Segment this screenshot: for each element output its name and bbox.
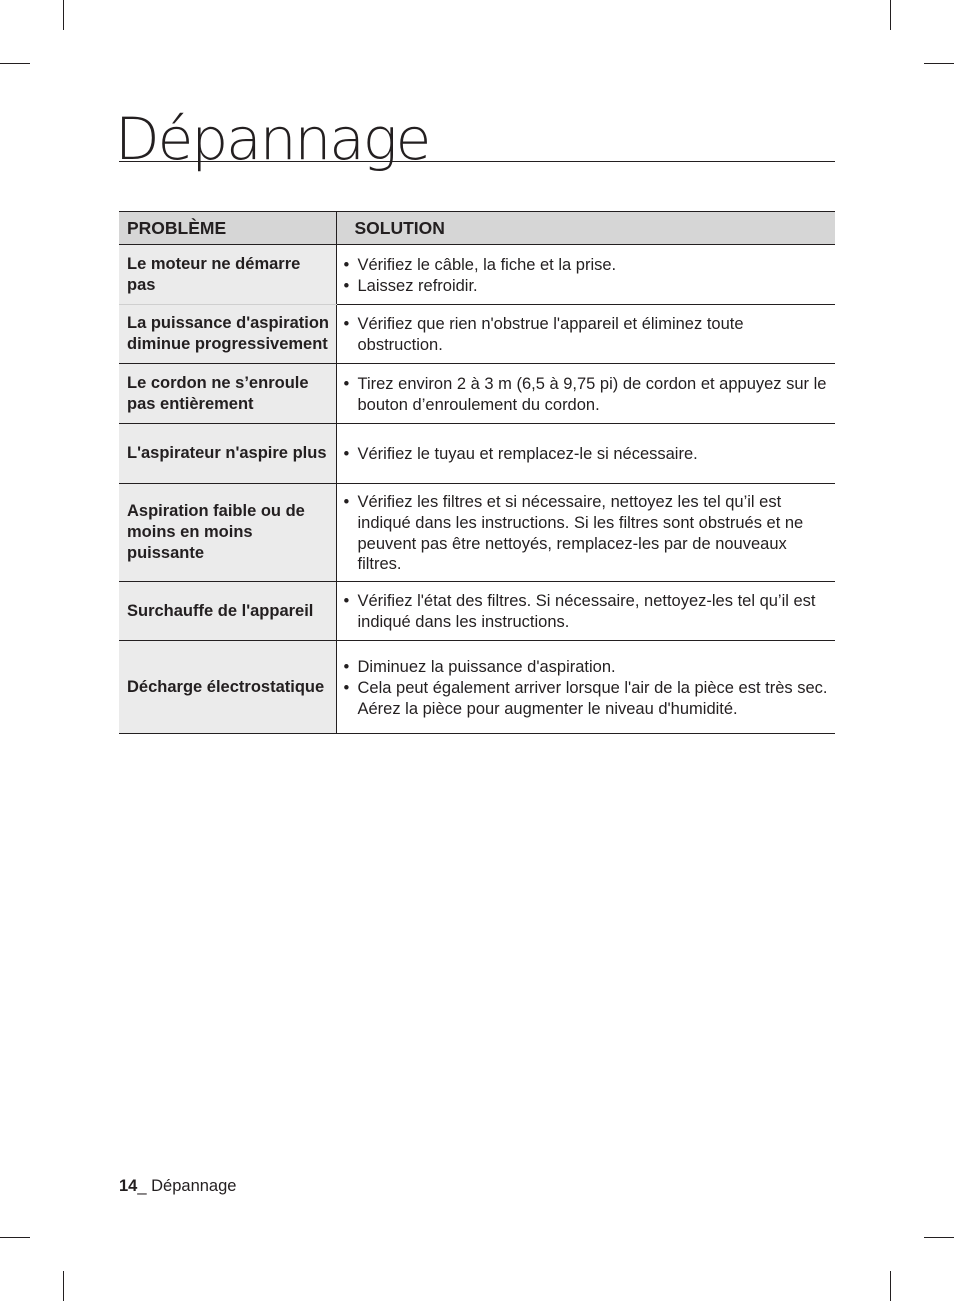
bullet-marker: • xyxy=(343,315,350,334)
crop-mark xyxy=(890,0,891,30)
problem-column-header: PROBLÈME xyxy=(119,212,336,245)
solution-line: • Laissez refroidir. xyxy=(343,276,478,295)
footer-section-name: _ Dépannage xyxy=(137,1177,237,1195)
bullet-marker: • xyxy=(343,445,350,464)
table-row xyxy=(119,641,835,734)
solution-line: • Vérifiez le câble, la fiche et la prise. xyxy=(343,255,617,274)
bullet-marker: • xyxy=(343,657,350,676)
solution-line: Aérez la pièce pour augmenter le niveau d'humidité. xyxy=(357,699,738,718)
solution-line: • Vérifiez le tuyau et remplacez-le si nécessaire. xyxy=(343,445,698,464)
crop-mark xyxy=(0,63,30,64)
problem-cell: La puissance d'aspiration diminue progressivement xyxy=(119,305,336,364)
solution-line: • Tirez environ 2 à 3 m (6,5 à 9,75 pi) de cordon et appuyez sur le bouton d’enroulement du cordon. xyxy=(343,374,827,414)
problem-cell: Surchauffe de l'appareil xyxy=(119,582,336,641)
solution-line: • Vérifiez l'état des filtres. Si nécessaire, nettoyez-les tel qu’il est indiqué dans les instructions. xyxy=(343,592,816,632)
crop-mark xyxy=(924,1237,954,1238)
solution-column-header: SOLUTION xyxy=(336,212,835,245)
solution-line: • Diminuez la puissance d'aspiration. xyxy=(343,657,616,676)
bullet-marker: • xyxy=(343,374,350,393)
problem-cell: Aspiration faible ou de moins en moins puissante xyxy=(119,484,336,582)
problem-cell: Le cordon ne s’enroule pas entièrement xyxy=(119,364,336,424)
solution-cell xyxy=(336,484,835,582)
crop-mark xyxy=(63,1271,64,1301)
page-footer xyxy=(119,1177,236,1196)
table-header-row xyxy=(119,212,835,245)
table-row xyxy=(119,364,835,424)
solution-line: • Vérifiez que rien n'obstrue l'appareil et éliminez toute obstruction. xyxy=(343,315,744,354)
solution-line: • Cela peut également arriver lorsque l'air de la pièce est très sec. xyxy=(343,678,828,697)
crop-mark xyxy=(924,63,954,64)
crop-mark xyxy=(0,1237,30,1238)
table-row xyxy=(119,305,835,364)
bullet-marker: • xyxy=(343,276,350,295)
problem-cell: Décharge électrostatique xyxy=(119,641,336,734)
solution-cell xyxy=(336,641,835,734)
bullet-marker: • xyxy=(343,493,350,511)
solution-cell xyxy=(336,245,835,305)
solution-cell xyxy=(336,364,835,424)
bullet-marker: • xyxy=(343,678,350,697)
solution-cell xyxy=(336,424,835,484)
table-row xyxy=(119,484,835,582)
table-row xyxy=(119,245,835,305)
title-rule xyxy=(115,100,835,173)
table-row xyxy=(119,582,835,641)
crop-mark xyxy=(890,1271,891,1301)
page-title: Dépannage xyxy=(115,105,430,173)
table-row xyxy=(119,424,835,484)
solution-line: • Vérifiez les filtres et si nécessaire, nettoyez les tel qu’il est indiqué dans les instructions. Si les filtres sont obstrués et ne peuvent pas être nettoyés, remplacez-les par de nouveaux filtres. xyxy=(343,493,804,574)
troubleshooting-table xyxy=(119,211,835,734)
solution-cell xyxy=(336,582,835,641)
page-number: 14 xyxy=(119,1177,138,1195)
problem-cell: L'aspirateur n'aspire plus xyxy=(119,424,336,484)
problem-cell: Le moteur ne démarre pas xyxy=(119,245,336,305)
solution-cell xyxy=(336,305,835,364)
bullet-marker: • xyxy=(343,255,350,274)
bullet-marker: • xyxy=(343,592,350,611)
crop-mark xyxy=(63,0,64,30)
